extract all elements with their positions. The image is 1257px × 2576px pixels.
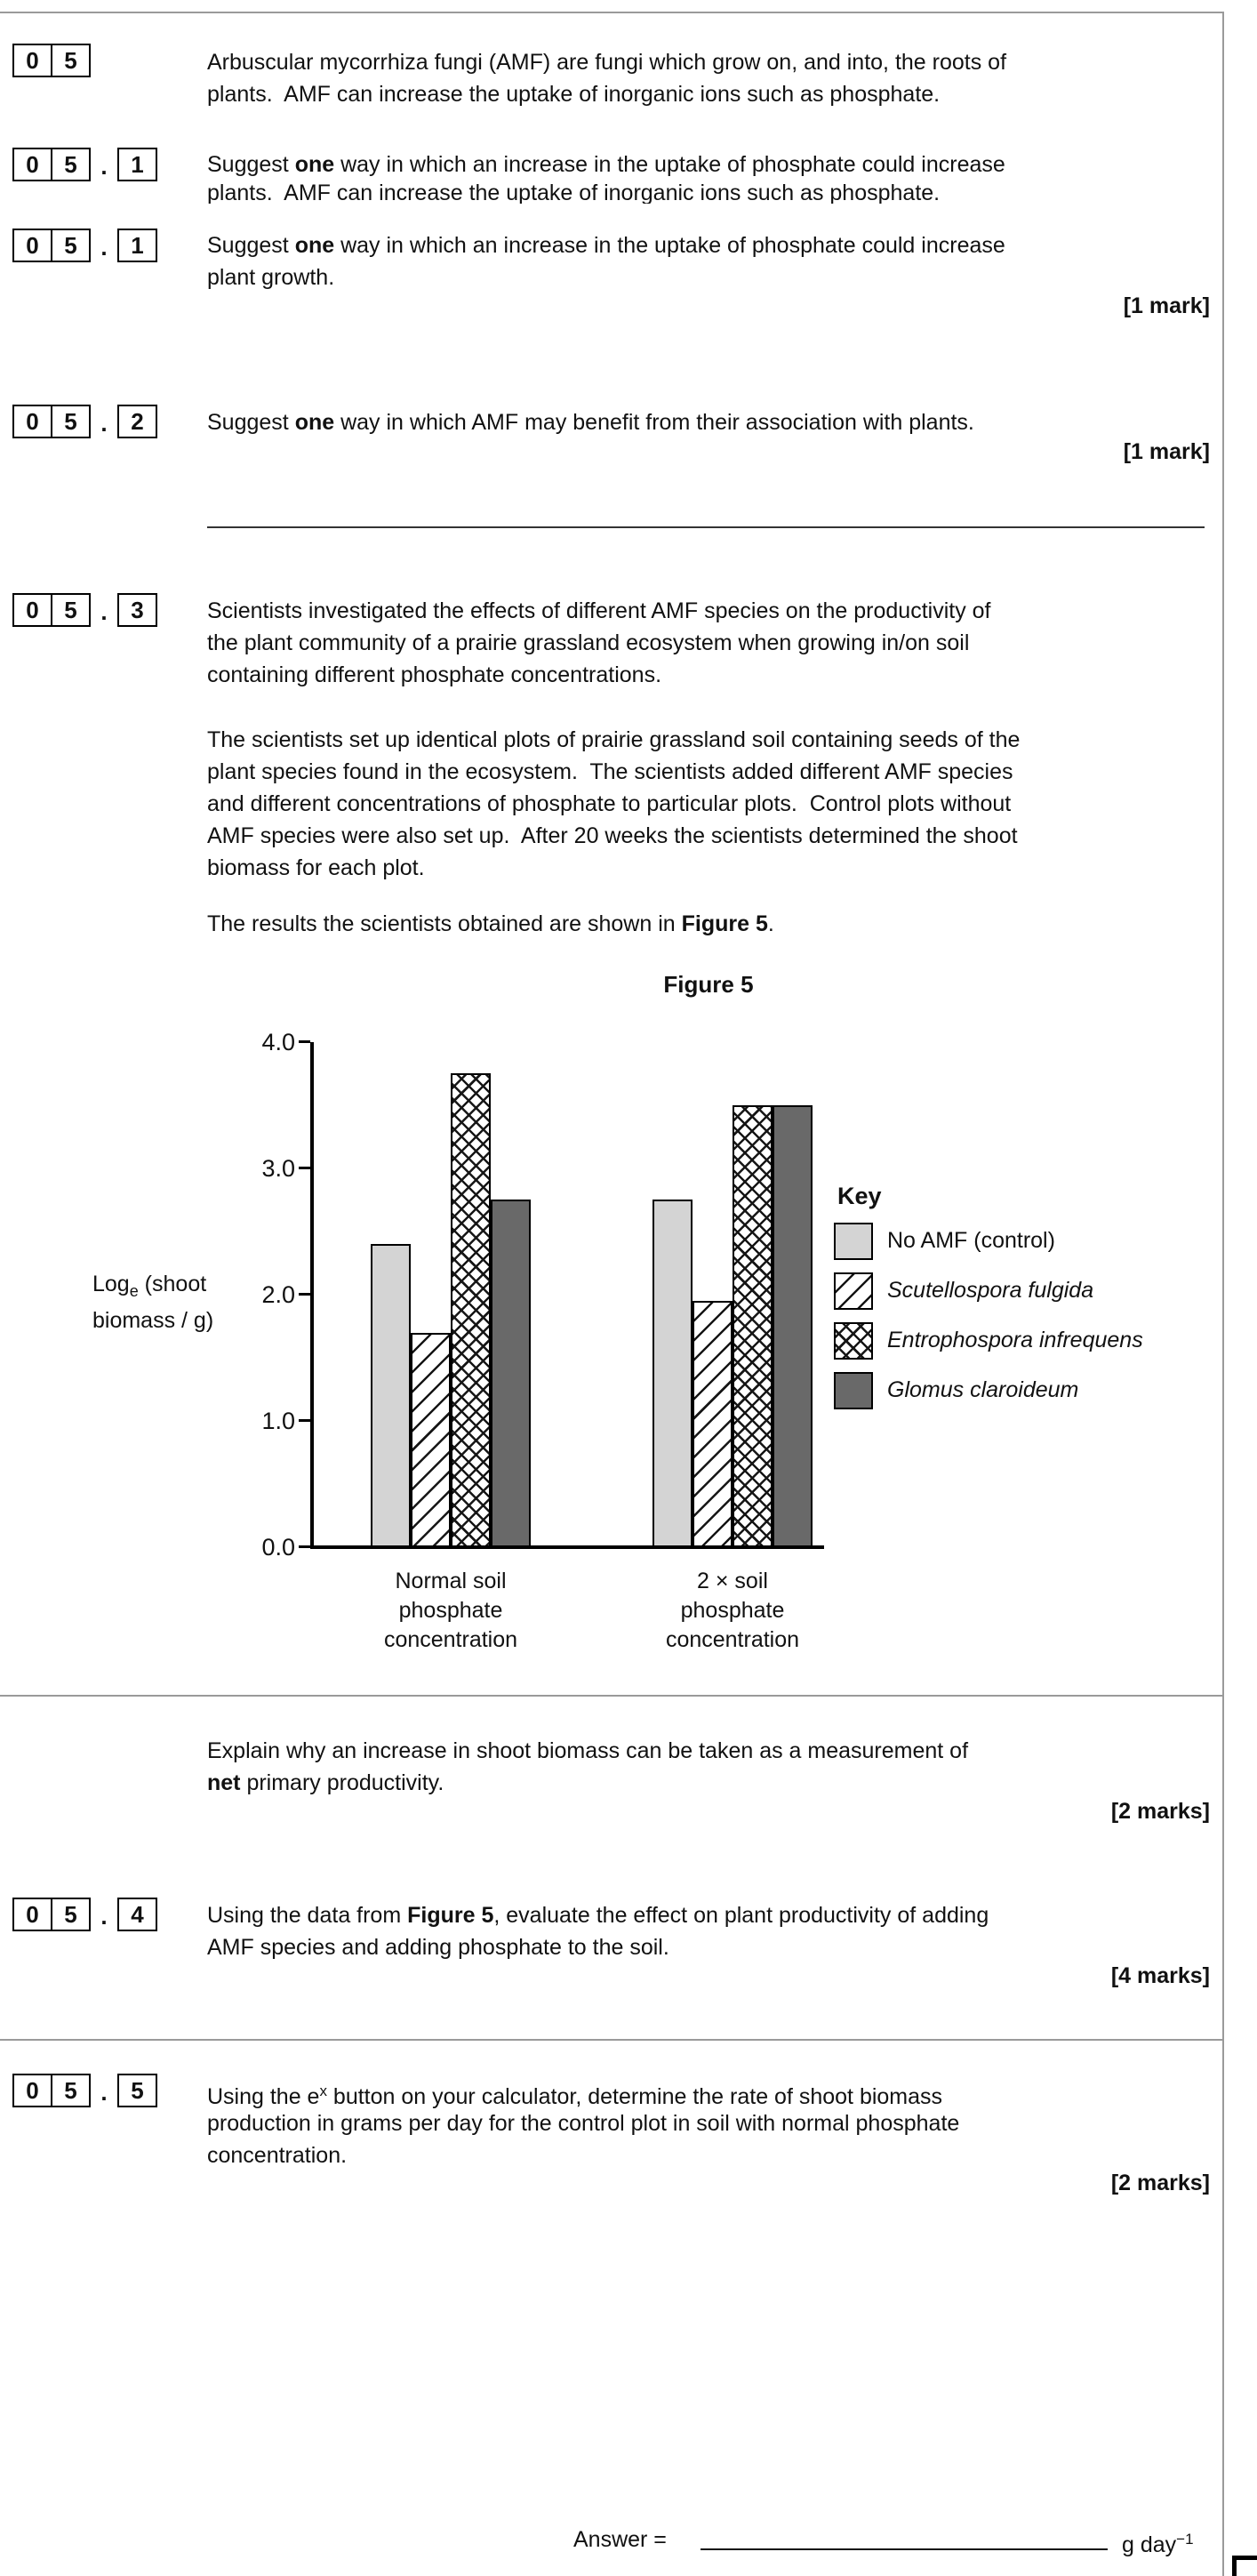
question-digit: 5 [117, 2074, 157, 2107]
text-line: The scientists set up identical plots of prairie grassland soil containing seeds of the [207, 727, 1021, 752]
question-dot: . [100, 234, 108, 261]
text-line: plants. AMF can increase the uptake of inorganic ions such as phosphate. [207, 82, 941, 107]
q05-4-line1: Using the data from Figure 5, evaluate the effect on plant productivity of adding [207, 1903, 989, 1928]
bar-no-amf-control-2x [653, 1200, 693, 1547]
explain-line2: net primary productivity. [207, 1770, 444, 1795]
question-digit: 3 [117, 593, 157, 627]
q05-1-ghost-line1: Suggest one way in which an increase in the uptake of phosphate could increase [207, 152, 1005, 177]
bar-entrophospora-infrequens-2x [733, 1105, 773, 1547]
question-digit: 0 [12, 229, 52, 262]
x-axis-category-normal [317, 1567, 584, 1655]
question-number-05-2 [12, 405, 157, 438]
question-digit: 0 [12, 2074, 52, 2107]
question-digit: 5 [51, 405, 91, 438]
y-axis-tick [299, 1167, 310, 1169]
y-axis-tick-label: 0.0 [261, 1534, 295, 1561]
bar-glomus-claroideum-normal [491, 1200, 531, 1547]
explain-marks: [2 marks] [1110, 1799, 1210, 1824]
next-box-corner [1232, 2556, 1257, 2576]
bar-no-amf-control-normal [371, 1244, 411, 1547]
explain-line1: Explain why an increase in shoot biomass can be taken as a measurement of [207, 1738, 969, 1763]
question-number-05-1 [12, 229, 157, 262]
q05-4-line2: AMF species and adding phosphate to the soil. [207, 1935, 669, 1960]
q05-2-line1: Suggest one way in which AMF may benefit from their association with plants. [207, 410, 974, 435]
question-dot: . [100, 598, 108, 625]
x-axis-category-line: 2 × soil [697, 1569, 768, 1593]
bar-scutellospora-fulgida-2x [693, 1301, 733, 1547]
question-digit: 0 [12, 1898, 52, 1931]
question-number-05 [12, 44, 91, 77]
legend-label-glomus-claroideum: Glomus claroideum [887, 1377, 1079, 1402]
question-number-05-4 [12, 1898, 157, 1931]
text-line: Arbuscular mycorrhiza fungi (AMF) are fungi which grow on, and into, the roots of [207, 50, 1007, 75]
text-line: AMF species were also set up. After 20 weeks the scientists determined the shoot [207, 823, 1018, 848]
legend-swatch-entrophospora-infrequens [834, 1322, 873, 1360]
y-axis-tick [299, 1040, 310, 1043]
q05-3-paragraph3: The results the scientists obtained are shown in Figure 5. [207, 911, 774, 936]
q05-1-line1: Suggest one way in which an increase in the uptake of phosphate could increase [207, 233, 1005, 258]
text-line: biomass for each plot. [207, 855, 425, 880]
question-digit: 0 [12, 405, 52, 438]
question-dot: . [100, 410, 108, 437]
text-line: and different concentrations of phosphate to particular plots. Control plots without [207, 791, 1012, 816]
q05-1-marks: [1 mark] [1123, 293, 1210, 318]
question-digit: 1 [117, 148, 157, 181]
question-digit: 0 [12, 148, 52, 181]
x-axis-category-2x [599, 1567, 866, 1655]
x-axis-category-line: phosphate [680, 1598, 785, 1623]
q05-3-paragraph1 [207, 595, 991, 691]
question-dot: . [100, 153, 108, 180]
question-digit: 1 [117, 229, 157, 262]
q05-intro-text [207, 46, 1006, 110]
section-divider-line [207, 526, 1205, 528]
q05-1-line2: plant growth. [207, 265, 335, 290]
q05-5-line3: concentration. [207, 2143, 348, 2168]
legend-swatch-no-amf-control [834, 1223, 873, 1260]
legend-swatch-glomus-claroideum [834, 1372, 873, 1409]
legend-label-no-amf-control: No AMF (control) [887, 1228, 1055, 1253]
y-axis-tick [299, 1419, 310, 1422]
text-line: containing different phosphate concentrations. [207, 662, 662, 687]
chart-y-axis-label: Log$_e$ (shoot biomass / g) [92, 1272, 214, 1333]
text-line: Scientists investigated the effects of different AMF species on the productivity of [207, 598, 991, 623]
q05-3-paragraph2 [207, 724, 1020, 884]
y-axis-tick [299, 1293, 310, 1296]
question-digit: 0 [12, 593, 52, 627]
legend-label-entrophospora-infrequens: Entrophospora infrequens [887, 1328, 1143, 1352]
y-axis-tick [299, 1545, 310, 1548]
legend-title: Key [837, 1183, 882, 1209]
answer-unit: g day$^{-1}$ [1122, 2531, 1194, 2557]
legend-swatch-scutellospora-fulgida [834, 1272, 873, 1310]
bar-scutellospora-fulgida-normal [411, 1333, 451, 1547]
answer-label: Answer = [573, 2527, 667, 2552]
q05-5-marks: [2 marks] [1110, 2171, 1210, 2195]
y-axis-tick-label: 3.0 [261, 1155, 295, 1182]
q05-2-marks: [1 mark] [1123, 439, 1210, 464]
bar-glomus-claroideum-2x [773, 1105, 813, 1547]
bar-entrophospora-infrequens-normal [451, 1073, 491, 1547]
text-line: plant species found in the ecosystem. The scientists added different AMF species [207, 759, 1013, 784]
q05-5-line2: production in grams per day for the control plot in soil with normal phosphate [207, 2111, 960, 2136]
question-number-05-5 [12, 2074, 157, 2107]
question-digit: 4 [117, 1898, 157, 1931]
question-digit: 5 [51, 593, 91, 627]
question-digit: 0 [12, 44, 52, 77]
y-axis-tick-label: 4.0 [261, 1029, 295, 1055]
figure-title: Figure 5 [663, 971, 754, 998]
question-number-05-1-ghost [12, 148, 157, 181]
text-line: the plant community of a prairie grassland ecosystem when growing in/on soil [207, 630, 970, 655]
question-digit: 5 [51, 229, 91, 262]
question-number-05-3 [12, 593, 157, 627]
x-axis-category-line: Normal soil [395, 1569, 507, 1593]
question-dot: . [100, 1903, 108, 1930]
chart-y-axis-line [310, 1042, 314, 1549]
question-digit: 2 [117, 405, 157, 438]
y-axis-tick-label: 1.0 [261, 1408, 295, 1434]
question-dot: . [100, 2079, 108, 2106]
question-digit: 5 [51, 2074, 91, 2107]
q05-1-ghost-clipped-line: plants. AMF can increase the uptake of inorganic ions such as phosphate. [207, 181, 941, 204]
x-axis-category-line: phosphate [398, 1598, 503, 1623]
answer-blank-line [701, 2520, 1108, 2550]
x-axis-category-line: concentration [383, 1627, 518, 1652]
legend-label-scutellospora-fulgida: Scutellospora fulgida [887, 1278, 1094, 1303]
question-digit: 5 [51, 148, 91, 181]
question-digit: 5 [51, 44, 91, 77]
y-axis-tick-label: 2.0 [261, 1281, 295, 1308]
x-axis-category-line: concentration [665, 1627, 800, 1652]
q05-4-marks: [4 marks] [1110, 1963, 1210, 1988]
q05-5-line1: Using the $e^x$ button on your calculator, determine the rate of shoot biomass [207, 2082, 943, 2109]
question-digit: 5 [51, 1898, 91, 1931]
